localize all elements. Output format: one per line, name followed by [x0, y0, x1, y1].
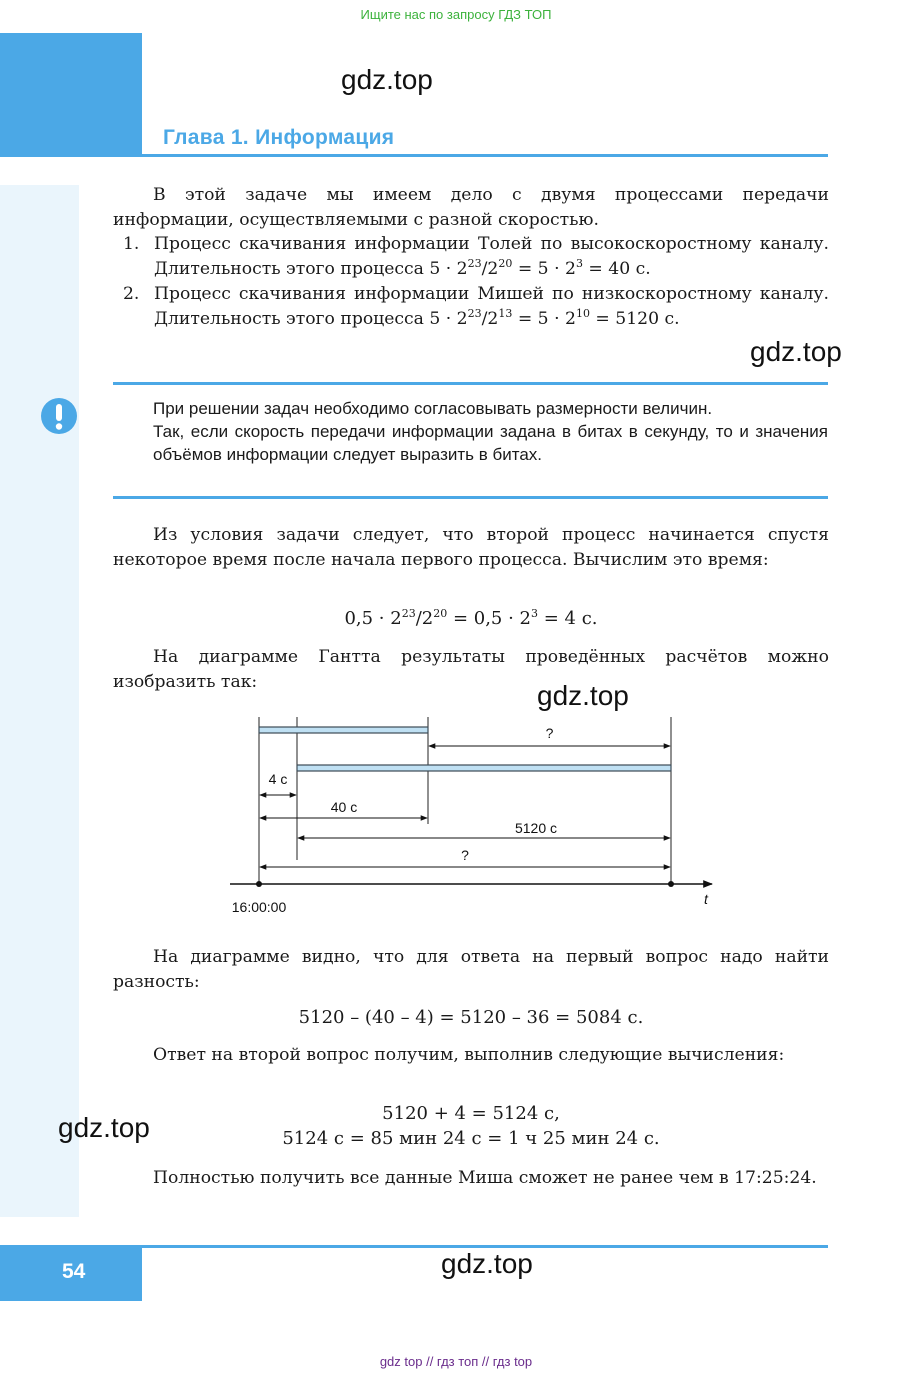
list-number: 2. — [123, 284, 140, 304]
formula-difference: 5120 – (40 – 4) = 5120 – 36 = 5084 с. — [298, 1007, 644, 1028]
intro-paragraph: В этой задаче мы имеем дело с двумя процессами передачи информации, осуществляемыми с разной скоростью. — [113, 185, 829, 230]
watermark-3: gdz.top — [58, 1112, 150, 1143]
watermark-2: gdz.top — [537, 680, 629, 711]
exclamation-icon — [40, 397, 78, 435]
label-question-2: ? — [461, 847, 469, 863]
chapter-corner-block — [0, 33, 142, 157]
gantt-chart — [220, 712, 730, 922]
top-search-note: Ищите нас по запросу ГДЗ ТОП — [360, 7, 552, 22]
axis-start-time: 16:00:00 — [231, 899, 287, 915]
answer2-paragraph: Ответ на второй вопрос получим, выполнив следующие вычисления: — [153, 1045, 785, 1065]
formula-sum-2: 5124 с = 85 мин 24 с = 1 ч 25 мин 24 с. — [282, 1128, 660, 1149]
formula-process-1: $5 \cdot 2^{23}/2^{20} = 5 \cdot 2^3 = 40$ с. — [429, 257, 651, 279]
formula-process-2: $5 \cdot 2^{23}/2^{13} = 5 \cdot 2^{10} = 5120$ с. — [429, 307, 680, 329]
condition-paragraph: Из условия задачи следует, что второй процесс начинается спустя некоторое время после начала первого процесса. Вычислим это время: — [113, 525, 829, 570]
axis-point-end — [668, 881, 674, 887]
header-rule — [142, 154, 828, 157]
list-item-2: 2. Процесс скачивания информации Мишей по низкоскоростному каналу. Длительность этого процесса $5 \cdot 2^{23}/2^{13} = 5 \cdot 2^{10} = 5120$ с. — [123, 284, 829, 329]
task-bar-process-1 — [259, 727, 428, 733]
watermark-footer: gdz.top — [441, 1248, 533, 1279]
note-box — [153, 397, 828, 466]
left-margin-band — [0, 185, 79, 1217]
label-40s: 40 с — [330, 799, 358, 815]
chapter-title: Глава 1. Информация — [163, 126, 395, 149]
note-rule-bottom — [113, 496, 828, 499]
bottom-note: gdz top // гдз топ // гдз top — [379, 1354, 533, 1369]
watermark-header: gdz.top — [341, 64, 433, 95]
axis-point-start — [256, 881, 262, 887]
label-5120s: 5120 с — [514, 820, 558, 836]
note-rule-top — [113, 382, 828, 385]
axis-label-t: t — [704, 891, 708, 907]
label-question-1: ? — [545, 725, 554, 741]
note-line-1: При решении задач необходимо согласовывать размерности величин. — [153, 399, 713, 418]
final-paragraph: Полностью получить все данные Миша сможет не ранее чем в 17:25:24. — [153, 1168, 817, 1188]
label-4s: 4 с — [268, 771, 288, 787]
task-bar-process-2 — [297, 765, 671, 771]
formula-sum-1: 5120 + 4 = 5124 с, — [382, 1103, 560, 1124]
note-line-2: Так, если скорость передачи информации задана в битах в секунду, то и значения объёмов информации следует выразить в битах. — [153, 422, 828, 464]
difference-paragraph: На диаграмме видно, что для ответа на первый вопрос надо найти разность: — [113, 947, 829, 992]
list-number: 1. — [123, 234, 140, 254]
page-number: 54 — [62, 1260, 86, 1283]
list-item-1: 1. Процесс скачивания информации Толей по высокоскоростному каналу. Длительность этого процесса $5 \cdot 2^{23}/2^{20} = 5 \cdot 2^3 = 40$ с. — [123, 234, 829, 279]
formula-delay: $0,5 \cdot 2^{23}/2^{20} = 0,5 \cdot 2^3 = 4$ с. — [344, 607, 598, 629]
gantt-paragraph: На диаграмме Гантта результаты проведённых расчётов можно изобразить так: — [113, 647, 829, 692]
watermark-1: gdz.top — [750, 336, 842, 367]
